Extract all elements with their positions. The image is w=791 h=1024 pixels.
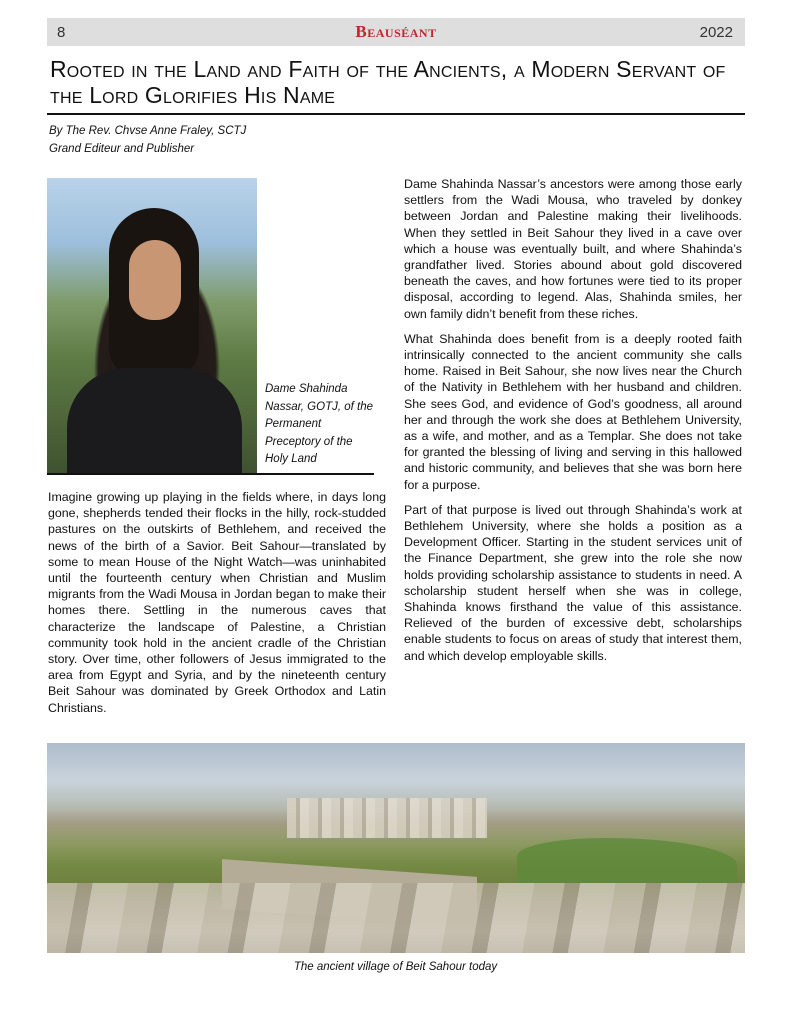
title-divider [47,113,745,115]
portrait-caption: Dame Shahinda Nassar, GOTJ, of the Permanent Preceptory of the Holy Land [265,383,374,465]
page-header [47,18,745,46]
landscape-caption: The ancient village of Beit Sahour today [293,961,498,973]
portrait-face-shape [129,240,181,320]
paragraph: Part of that purpose is lived out through Shahinda’s work at Bethlehem University, where she holds a position as a Development Officer. Starting in the student services unit of the Finance Department, she grew into the role she now holds providing scholarship assistance to students in need. A scholarship student herself when she was in college, Shahinda knows firsthand the value of this assistance. Relieved of the burden of excessive debt, scholarships enable students to focus on areas of study that interest them, and which develop employable skills. [404,502,742,663]
portrait-body-shape [67,368,242,474]
paragraph: What Shahinda does benefit from is a deeply rooted faith intrinsically connected to the ancient community she calls home. Raised in Beit Sahour, she now lives near the Church of the Nativity in Bethlehem with her husband and children. She sees God, and evidence of God’s goodness, all around her and through the work she does at Bethlehem University, as a wife, and mother, and as a Templar. She does not take for granted the blessing of living and serving in this hallowed and historic community, and believes that she was born here for a purpose. [404,331,742,492]
byline-author: By The Rev. Chvse Anne Fraley, SCTJ [49,125,247,137]
caption-divider [47,473,374,475]
landscape-rocks-shape [47,883,745,953]
landscape-photo [47,743,745,953]
portrait-photo [47,178,257,474]
byline-role: Grand Editeur and Publisher [49,143,195,155]
byline [49,122,246,158]
masthead-logo: Beauséant [355,22,437,41]
left-column [48,489,386,725]
paragraph: Imagine growing up playing in the fields where, in days long gone, shepherds tended their flocks in the hilly, rock-studded pastures on the outskirts of Bethlehem, and received the news of the birth of a Savior. Beit Sahour—translated by some to mean House of the Night Watch—was uninhabited until the fourteenth century when Christian and Muslim migrants from the Wadi Mousa in Jordan began to make their homes there. Settling in the numerous caves that characterize the landscape of Palestine, a Christian community took hold in the ancient cradle of the Christian story. Over time, other followers of Jesus immigrated to the area from Egypt and Syria, and by the nineteenth century Beit Sahour was dominated by Greek Orthodox and Latin Christians. [48,490,386,715]
article-title: Rooted in the Land and Faith of the Ancients, a Modern Servant of the Lord Glorifies His Name [50,56,726,108]
landscape-field-shape [517,838,737,883]
paragraph: Dame Shahinda Nassar’s ancestors were among those early settlers from the Wadi Mousa, who traveled by donkey between Jordan and Palestine making their livelihoods. When they settled in Beit Sahour they lived in a cave over which a house was eventually built, and where Shahinda’s grandfather lived. Stories abound about gold discovered beneath the caves, and how fortunes were tied to its proper disposal, according to legend. Alas, Shahinda smiles, her own family didn’t benefit from these riches. [404,177,742,321]
landscape-town-shape [287,798,487,838]
issue-year: 2022 [699,23,733,41]
page-number: 8 [57,23,66,41]
right-column [404,176,742,673]
